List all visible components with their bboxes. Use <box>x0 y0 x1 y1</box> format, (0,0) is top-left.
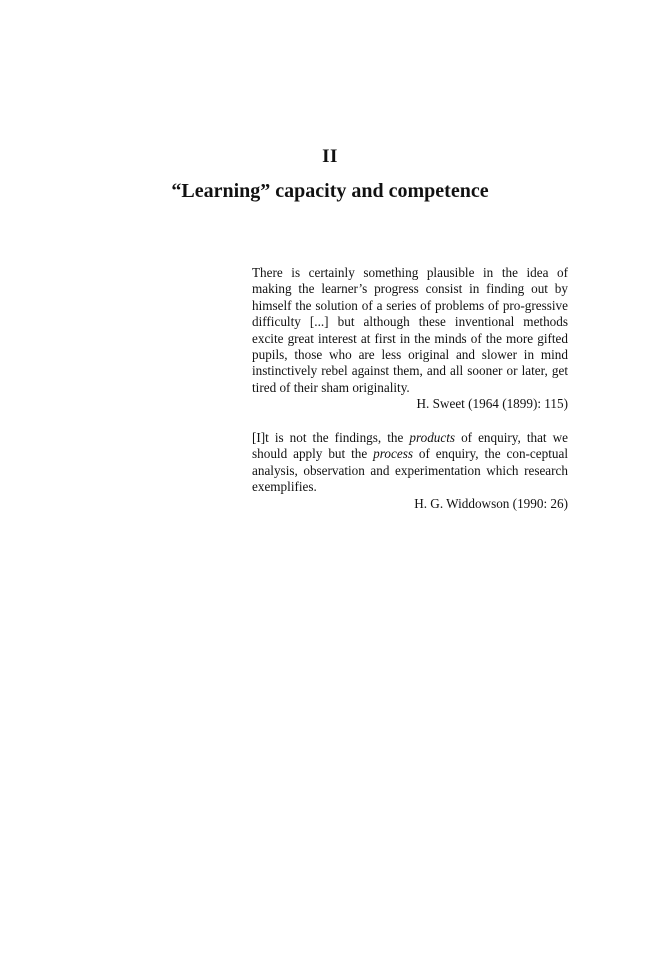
epigraph-text-part: [I]t is not the findings, the <box>252 430 410 445</box>
emphasis-products: products <box>409 430 456 445</box>
chapter-number: II <box>322 146 338 167</box>
epigraph-sweet <box>252 265 568 413</box>
epigraph-text: There is certainly something plausible in the idea of making the learner’s progress consist in finding out by himself the solution of a series of problems of pro-gressive difficulty [...] but although these inventional methods excite great interest at first in the minds of the more gifted pupils, those who are less original and slower in mind instinctively rebel against them, and all sooner or later, get tired of their sham originality. <box>252 265 568 395</box>
epigraph-source: H. G. Widdowson (1990: 26) <box>414 495 568 511</box>
epigraph-source: H. Sweet (1964 (1899): 115) <box>416 396 568 412</box>
epigraph-widdowson <box>252 430 568 512</box>
epigraph-text-part: of enquiry, that we should apply but the <box>252 430 568 462</box>
epigraph-text-part: of enquiry, the con-ceptual analysis, observation and experimentation which research exemplifies. <box>252 446 569 495</box>
epigraph-text <box>252 430 568 496</box>
chapter-title: “Learning” capacity and competence <box>171 180 489 202</box>
emphasis-process: process <box>373 446 413 462</box>
